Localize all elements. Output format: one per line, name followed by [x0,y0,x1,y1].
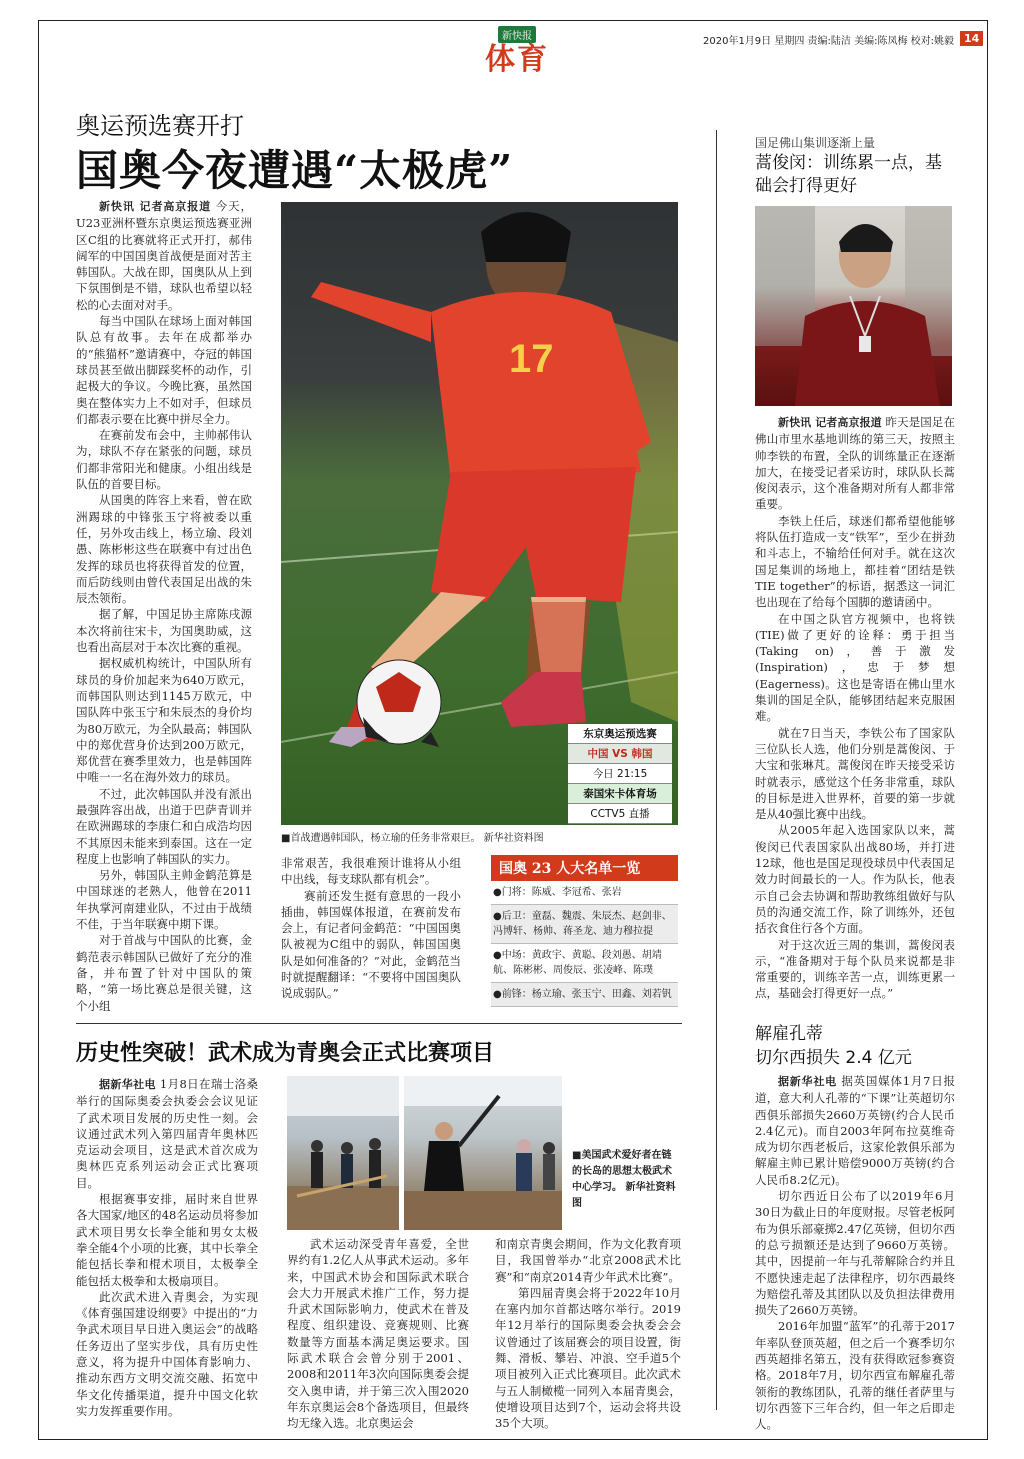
side1-para: 昨天是国足在佛山市里水基地训练的第三天，按照主帅李铁的布置，全队的训练量正在逐渐加大，在接受记者采访时，球队队长蒿俊闵表示，这个准备期对所有人都非常重要。 [755,415,955,512]
wushu-text-col2 [287,1236,469,1431]
masthead-section-title: 体育 [485,42,549,77]
tai-chi-master-illustration [404,1076,562,1230]
player-portrait-illustration [755,206,952,406]
page-number: 14 [960,31,983,46]
section-divider [76,1023,682,1024]
side1-byline: 新快讯 记者高京报道 [778,416,882,429]
lead-para: 据了解，中国足协主席陈戌源本次将前往宋卡，为国奥助威，这也看出高层对于本次比赛的重视。 [76,607,252,655]
squad-row-forwards: ●前锋：杨立瑜、张玉宁、田鑫、刘若钒 [491,983,678,1007]
squad-row-defenders: ●后卫：童磊、魏震、朱辰杰、赵剑非、冯博轩、杨帅、蒋圣龙、迪力穆拉提 [491,905,678,944]
match-tv: CCTV5 直播 [568,804,672,824]
side1-text [755,414,955,1001]
svg-text:17: 17 [509,337,554,381]
squad-row-midfielders: ●中场：黄政宇、黄聪、段刘愚、胡靖航、陈彬彬、周俊辰、张凌峰、陈璞 [491,944,678,983]
side2-para: 2016年加盟“蓝军”的孔蒂于2017年率队登顶英超，但之后一个赛季切尔西英超排名第五，没有获得欧冠参赛资格。2018年7月，切尔西宣布解雇孔蒂领衔的教练团队，孔蒂的继任者萨里与切尔西签下三年合约，但一年之后即走人。 [755,1319,955,1432]
lead-para: 每当中国队在球场上面对韩国队总有故事。去年在成都举办的“熊猫杯”邀请赛中，夺冠的韩国球员甚至做出脚踩奖杯的动作，引起极大的争议。今晚比赛，虽然国奥在整体实力上不如对手，但球员们都表示要在比赛中拼尽全力。 [76,314,252,426]
column-divider [716,130,717,1410]
lead-headline: 国奥今夜遭遇“太极虎” [76,146,514,195]
squad-list-box [491,855,678,1007]
hero-photo-caption: ■首战遭遇韩国队，杨立瑜的任务非常艰巨。 新华社资料图 [281,833,544,844]
lead-text-col2 [281,855,461,1000]
squad-title: 国奥 23 人大名单一览 [491,855,678,881]
lead-para: 从国奥的阵容上来看，曾在欧洲踢球的中锋张玉宁将被委以重任，另外攻击线上，杨立瑜、段刘愚、陈彬彬这些在联赛中有过出色发挥的球员也将获得首发的位置，而后防线则由曾代表国足出战的朱辰杰领衔。 [76,493,252,606]
lead-para: 对于首战与中国队的比赛，金鹤范表示韩国队已做好了充分的准备，并布置了针对中国队的策略，“第一场比赛总是很关键，这个小组 [76,933,252,1013]
side2-para: 切尔西近日公布了以2019年6月30日为截止日的年度财报。尽管老板阿布为俱乐部豪掷2.47亿英镑，但切尔西的总亏损额还是达到了9660万英镑。其中，因提前一年与孔蒂解除合约并且不愿快速走起了法律程序，切尔西最终为赔偿孔蒂及其团队以及负担法律费用损失了2660万英镑。 [755,1189,955,1318]
side1-para: 从2005年起入选国家队以来，蒿俊闵已代表国家队出战80场，并打进12球，他也是国足现役球员中代表国足效力时间最长的一人。作为队长，他表示自己会去协调和帮助教练组做好与队员的沟通交流工作，除了训练外，还包括衣食住行各个方面。 [755,823,955,936]
side1-photo [755,206,952,406]
lead-text-col1 [76,198,253,1013]
wushu-para: 根据赛事安排，届时来自世界各大国家/地区的48名运动员将参加武术项目男女长拳全能和男女太极拳全能4个小项的比赛，其中长拳全能包括长拳和棍术项目，太极拳全能包括太极拳和太极扇项目。 [76,1192,258,1288]
header-meta: 2020年1月9日 星期四 责编:陆洁 美编:陈凤梅 校对:姚毅 [703,36,954,47]
side1-para: 在中国之队官方视频中，也将铁(TIE)做了更好的诠释：勇于担当(Taking on)，善于激发(Inspiration)，忠于梦想(Eagerness)。这也是寄语在佛山里水集训的国足全队，能够团结起来克服困难。 [755,611,955,724]
squad-row-goalkeepers: ●门将：陈威、李冠希、张岩 [491,881,678,905]
match-time: 今日 21:15 [568,764,672,784]
wushu-headline: 历史性突破！武术成为青奥会正式比赛项目 [76,1040,495,1066]
lead-para: 非常艰苦，我很难预计谁将从小组中出线，每支球队都有机会”。 [281,856,461,887]
side2-byline: 据新华社电 [778,1075,837,1088]
wushu-photo-1 [287,1076,399,1230]
match-venue: 泰国宋卡体育场 [568,784,672,804]
match-info-box [568,724,672,824]
wushu-text-col1 [76,1076,258,1416]
side2-headline [755,1022,955,1070]
side2-text [755,1073,955,1432]
masthead-tag: 新快报 [498,26,536,43]
wushu-para: 武术运动深受青年喜爱，全世界约有1.2亿人从事武术运动。多年来，中国武术协会和国际武术联合会大力开展武术推广工作，努力提升武术国际影响力，使武术在普及程度、组织建设、竞赛规则、比赛数量等方面基本满足奥运要求。国际武术联合会曾分别于2001、2008和2011年3次向国际奥委会提交入奥申请，并于第三次入围2020年东京奥运会8个备选项目，但最终均无缘入选。北京奥运会 [287,1237,469,1431]
wushu-para: 和南京青奥会期间，作为文化教育项目，我国曾举办“北京2008武术比赛”和“南京2014青少年武术比赛”。 [495,1237,681,1284]
lead-byline: 新快讯 记者高京报道 [99,200,212,213]
tai-chi-class-illustration [287,1076,399,1230]
lead-para: 在赛前发布会中，主帅郝伟认为，球队不存在紧张的问题，球员们都非常阳光和健康。小组出线是队伍的首要目标。 [76,428,252,492]
wushu-para: 1月8日在瑞士洛桑举行的国际奥委会执委会会议见证了武术项目发展的历史性一刻。会议通过武术列入第四届青年奥林匹克运动会项目，这是武术首次成为奥林匹克系列运动会正式比赛项目。 [76,1077,258,1190]
lead-para: 另外，韩国队主帅金鹤范算是中国球迷的老熟人，他曾在2011年执掌河南建业队，不过由于战绩不佳，于当年联赛中期下课。 [76,868,252,932]
lead-para: 据权威机构统计，中国队所有球员的身价加起来为640万欧元，而韩国队则达到1145万欧元，中国队阵中张玉宁和朱辰杰的身价均为80万欧元，为全队最高；韩国队中的郑优营身价达到200万欧元，郑优营在赛季里效力，也是韩国阵中唯一一名在海外效力的球员。 [76,656,252,785]
lead-para: 今天，U23亚洲杯暨东京奥运预选赛亚洲区C组的比赛就将正式开打，郝伟阔军的中国国奥首战便是面对苦主韩国队。大战在即，国奥队从上到下氛围倒是不错，球队也希望以轻松的心去面对对手。 [76,199,253,312]
side2-para: 据英国媒体1月7日报道，意大利人孔蒂的“下课”让英超切尔西俱乐部损失2660万英镑(约合人民币2.4亿元)。而自2003年阿布拉莫维奇成为切尔西老板后，这家伦敦俱乐部为解雇主帅已累计赔偿9000万英镑(约合人民币8.2亿元)。 [755,1074,955,1187]
side1-para: 李铁上任后，球迷们都希望他能够将队伍打造成一支“铁军”，至少在拼劲和斗志上，不输给任何对手。就在这次国足集训的场地上，都挂着“团结是铁 TIE together”的标语，据悉这一词汇也出现在了给每个国脚的邀请函中。 [755,513,955,610]
section-masthead [472,24,562,76]
wushu-para: 第四届青奥会将于2022年10月在塞内加尔首都达喀尔举行。2019年12月举行的国际奥委会执委会会议曾通过了该届赛会的项目设置，街舞、滑板、攀岩、冲浪、空手道5个项目被列入正式比赛项目。此次武术与五人制橄榄一同列入本届青奥会，使增设项目达到7个，运动会将共设35个大项。 [495,1285,681,1431]
lead-para: 赛前还发生挺有意思的一段小插曲，韩国媒体报道，在赛前发布会上，有记者问金鹤范：“中国国奥队被视为C组中的弱队，韩国国奥队是如何准备的？”对此，金鹤范当时就提醒翻译：“不要将中国国奥队说成弱队。” [281,888,461,1001]
wushu-photo-caption: ■美国武术爱好者在链的长岛的思想太极武术中心学习。 新华社资料图 [572,1150,676,1209]
side2-headline-text: 解雇孔蒂 切尔西损失 2.4 亿元 [755,1024,912,1068]
match-title: 东京奥运预选赛 [568,724,672,744]
side1-headline: 蒿俊闵：训练累一点，基础会打得更好 [755,153,942,196]
lead-para: 不过，此次韩国队并没有派出最强阵容出战，出道于巴萨青训并在欧洲踢球的李康仁和白成浩均因不其原因未能来到泰国。这在一定程度上也影响了韩国队的实力。 [76,786,252,866]
side1-kicker: 国足佛山集训逐渐上量 [755,136,876,150]
wushu-text-col3 [495,1236,681,1431]
wushu-photo-2 [404,1076,562,1230]
side1-para: 对于这次近三周的集训，蒿俊闵表示，“准备期对于每个队员来说都是非常重要的，训练辛苦一点，训练更累一点，基础会打得更好一点。” [755,937,955,1001]
wushu-para: 此次武术进入青奥会，为实现《体育强国建设纲要》中提出的“力争武术项目早日进入奥运会”的战略任务迈出了坚实步伐，具有历史性意义，将为提升中国体育影响力、推动东西方文明交流交融、拓宽中华文化传播渠道，提升中国文化软实力发挥重要作用。 [76,1289,258,1418]
side1-para: 就在7日当天，李铁公布了国家队三位队长人选，他们分别是蒿俊闵、于大宝和张琳芃。蒿俊闵在昨天接受采访时就表示，感觉这个任务非常重，球队的目标是进入世界杯，首要的第一步就是从40强比赛中出线。 [755,725,955,822]
lead-kicker: 奥运预选赛开打 [76,112,244,140]
wushu-byline: 据新华社电 [99,1078,156,1091]
match-teams: 中国 VS 韩国 [568,744,672,764]
